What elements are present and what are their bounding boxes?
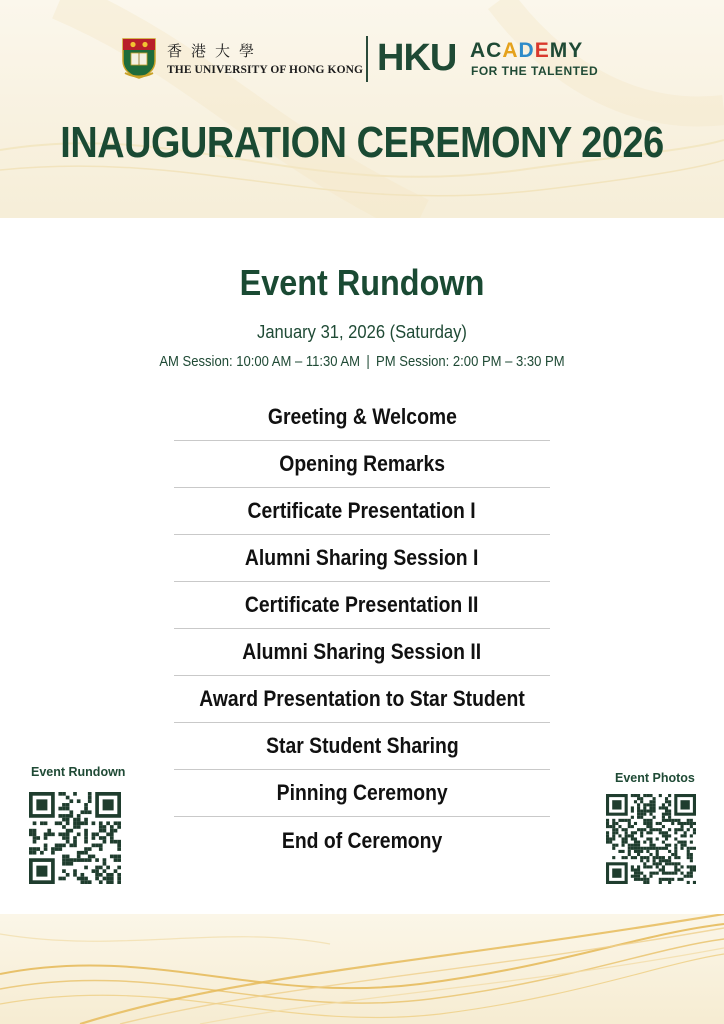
academy-letter: E [534, 39, 550, 62]
ceremony-title: INAUGURATION CEREMONY 2026 [60, 118, 664, 167]
academy-letter: D [518, 39, 535, 62]
academy-letter: A [502, 39, 519, 62]
academy-letters: AC [470, 39, 503, 62]
academy-tagline: FOR THE TALENTED [471, 64, 599, 78]
agenda-item: End of Ceremony [281, 827, 443, 853]
qr-label-event-rundown: Event Rundown [31, 765, 126, 779]
golden-waves [0, 914, 724, 1024]
agenda-item: Alumni Sharing Session II [174, 629, 550, 676]
session-separator: | [366, 354, 370, 370]
event-rundown-heading: Event Rundown [239, 262, 485, 303]
academy-logo-word [470, 40, 583, 62]
agenda-item: Alumni Sharing Session I [174, 535, 550, 582]
decorative-waves [0, 0, 724, 218]
agenda-item: Star Student Sharing [174, 723, 550, 770]
header-band [0, 0, 724, 218]
agenda-item: Certificate Presentation I [174, 488, 550, 535]
academy-letter: Y [568, 39, 584, 62]
university-name-chinese: 香港大學 [167, 42, 264, 60]
academy-letter: M [549, 39, 569, 62]
university-name-english: THE UNIVERSITY OF HONG KONG [167, 64, 364, 76]
footer-band [0, 914, 724, 1024]
logo-divider [366, 36, 368, 82]
event-date: January 31, 2026 (Saturday) [257, 322, 467, 342]
academy-logo-hku: HKU [377, 37, 457, 79]
agenda-item: Opening Remarks [174, 441, 550, 488]
agenda-item: Award Presentation to Star Student [174, 676, 550, 723]
hku-crest-icon [121, 37, 157, 79]
agenda-item: Pinning Ceremony [174, 770, 550, 817]
agenda-item: Greeting & Welcome [174, 394, 550, 441]
session-times [36, 354, 688, 370]
event-photos-qr-code[interactable] [606, 794, 696, 884]
am-session: AM Session: 10:00 AM – 11:30 AM [159, 354, 361, 370]
agenda-list [174, 394, 550, 864]
agenda-item: Certificate Presentation II [174, 582, 550, 629]
qr-label-event-photos: Event Photos [615, 771, 695, 785]
hku-academy-logo [377, 38, 609, 80]
event-rundown-qr-code[interactable] [29, 792, 121, 884]
pm-session: PM Session: 2:00 PM – 3:30 PM [376, 354, 565, 370]
